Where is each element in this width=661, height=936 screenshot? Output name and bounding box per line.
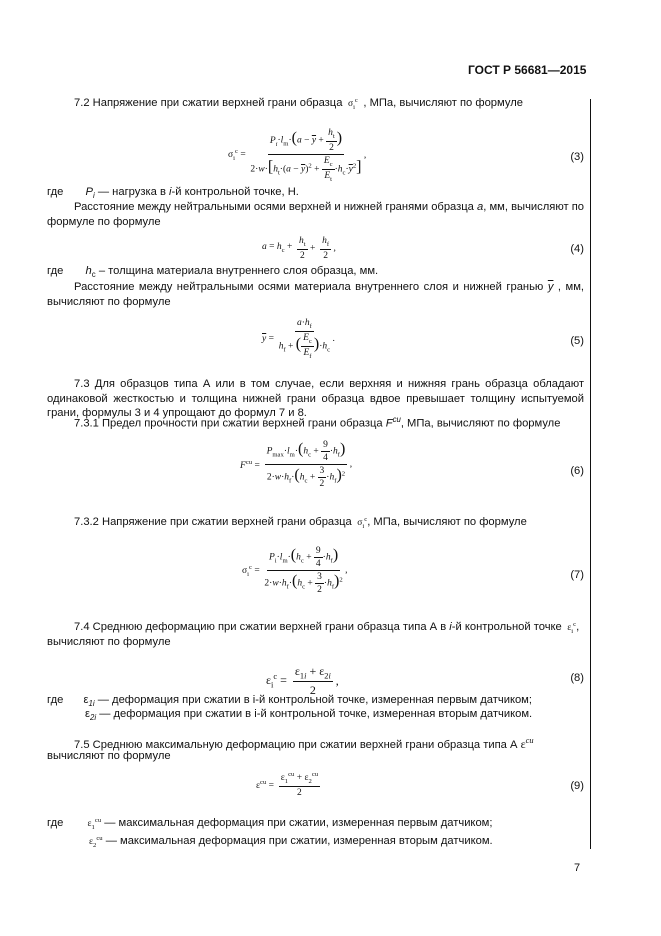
section-7-3: 7.3 Для образцов типа А или в том случае, если верхняя и нижняя грань образца обладают одинаковой жесткостью и толщина нижней грани образца вдвое превышает толщину испытуемой грани, формулы 3 и 4 упрощают до формул 7 и 8. xyxy=(47,378,584,419)
section-7-3-2: 7.3.2 Напряжение при сжатии верхней грани образца $\sigma_i^c$, МПа, вычисляют по формуле xyxy=(74,516,527,531)
formula-7: $\sigma_i^c$ = $P_i\cdot l_m\cdot(h_c$ + $\frac{9}{4}$ $\cdot h_f$) $2\cdot w\cdot h_f\cdot(h_c$ + $\frac{3}{2}$ $\cdot h_f)^2$ , xyxy=(242,546,348,595)
formula-5: $\overline{y}$ = $a\cdot h_f$ $h_f$ + ( $\frac{E_c}{E_f}$ )$\cdot h_c$ . xyxy=(262,318,335,360)
formula-3: $\sigma_i^c$ = $P_i\cdot l_m\cdot(a - \overline{y}$ + $\frac{h_t}{2}$ ) $2\cdot w\cdot[h_t\cdot(a - \overline{y})^2$ + $\frac{E_c}{E_t}$ $\cdot h_c\cdot\overline{y}^2$] , xyxy=(228,128,367,183)
section-7-4: 7.4 Среднюю деформацию при сжатии верхней грани образца типа А в i-й контрольной точке $\varepsilon_i^c$, xyxy=(74,621,580,636)
formula-9: $\varepsilon^{cu}$ = $\frac{\varepsilon_1^{cu} + \varepsilon_2^{cu}}{2}$ xyxy=(256,771,319,799)
page-number: 7 xyxy=(574,862,581,874)
equation-number-7: (7) xyxy=(570,569,584,581)
where-eps-1: где $\varepsilon_{1i}$ — деформация при сжатии в i-й контрольной точке, измеренная первым датчиком; xyxy=(47,694,532,709)
doc-header: ГОСТ Р 56681—2015 xyxy=(468,63,587,77)
where-p: где $P_i$ — нагрузка в i-й контрольной точке, Н. xyxy=(47,186,299,201)
equation-number-5: (5) xyxy=(570,335,584,347)
para-distance-y: Расстояние между нейтральными осями материала внутреннего слоя и нижней гранью $\overline{y}$ , мм, вычисляют по формуле xyxy=(47,281,584,308)
section-7-4-line2: вычисляют по формуле xyxy=(47,636,171,648)
formula-4: $a = h_c$ + $\frac{h_t}{2}$ + $\frac{h_f}{2}$ , xyxy=(262,236,336,261)
formula-6: $F^{cu}$ = $P_{max}\cdot l_m\cdot(h_c$ + $\frac{9}{4}$ $\cdot h_f$) $2\cdot w\cdot h_f\cdot(h_c$ + $\frac{3}{2}$ $\cdot h_f)^2$ , xyxy=(240,440,353,489)
formula-8: $\varepsilon_i^c$ = $\frac{\varepsilon_{1i} + \varepsilon_{2i}}{2}$ , xyxy=(266,664,339,698)
margin-rule xyxy=(590,99,591,849)
equation-number-8: (8) xyxy=(570,672,584,684)
equation-number-4: (4) xyxy=(570,243,584,255)
section-7-3-1: 7.3.1 Предел прочности при сжатии верхней грани образца $F^{cu}$, МПа, вычисляют по формуле xyxy=(74,415,561,430)
para-distance-a: Расстояние между нейтральными осями верхней и нижней гранями образца a, мм, вычисляют по формуле по формуле xyxy=(47,201,585,228)
section-7-5: 7.5 Среднюю максимальную деформацию при сжатии верхней грани образца типа А $\varepsilon^{cu}$ xyxy=(74,736,534,751)
where-epscu-2: $\varepsilon_2^{cu}$ — максимальная деформация при сжатии, измеренная вторым датчиком. xyxy=(89,835,493,850)
section-7-5-line2: вычисляют по формуле xyxy=(47,750,171,762)
equation-number-6: (6) xyxy=(570,465,584,477)
equation-number-9: (9) xyxy=(570,780,584,792)
section-7-2-intro: 7.2 Напряжение при сжатии верхней грани образца $\sigma_i^c$ , МПа, вычисляют по формуле xyxy=(74,97,523,112)
where-eps-2: $\varepsilon_{2i}$ — деформация при сжатии в i-й контрольной точке, измеренная вторым датчиком. xyxy=(85,708,533,723)
where-epscu-1: где $\varepsilon_1^{cu}$ — максимальная деформация при сжатии, измеренная первым датчиком; xyxy=(47,817,493,832)
where-h: где $h_c$ – толщина материала внутреннего слоя образца, мм. xyxy=(47,265,379,280)
equation-number-3: (3) xyxy=(570,151,584,163)
